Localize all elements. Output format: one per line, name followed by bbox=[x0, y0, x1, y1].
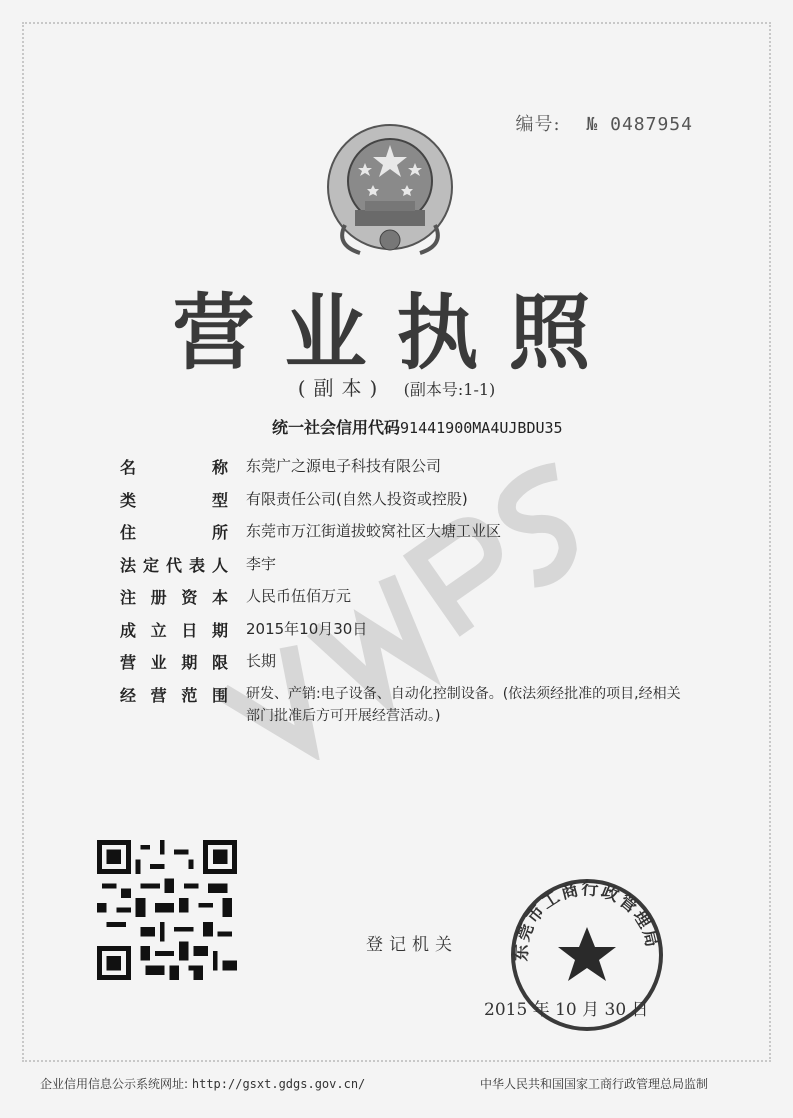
field-value: 人民币伍佰万元 bbox=[246, 587, 352, 605]
field-value: 研发、产销:电子设备、自动化控制设备。(依法须经批准的项目,经相关部门批准后方可开展经营活动。) bbox=[246, 685, 681, 724]
field-value: 东莞市万江街道拔蛟窝社区大塘工业区 bbox=[246, 522, 502, 540]
copy-number: (副本号:1-1) bbox=[403, 380, 496, 399]
field-key: 经 营 范 围 bbox=[120, 685, 228, 705]
field-key: 注 册 资 本 bbox=[120, 588, 228, 607]
license-fields bbox=[120, 455, 690, 727]
field-value: 长期 bbox=[246, 652, 277, 670]
field-value: 有限责任公司(自然人投资或控股) bbox=[246, 489, 468, 508]
field-key: 营 业 期 限 bbox=[120, 653, 228, 672]
field-key: 法 定 代 表 人 bbox=[120, 555, 228, 575]
footer-website bbox=[40, 1075, 365, 1092]
issue-date: 2015 年 10 月 30 日 bbox=[484, 1000, 649, 1020]
svg-text:东莞市工商行政管理局: 东莞市工商行政管理局 bbox=[511, 879, 663, 962]
field-value: 东莞广之源电子科技有限公司 bbox=[246, 457, 442, 475]
field-key: 类 型 bbox=[120, 490, 228, 510]
credit-code-label: 统一社会信用代码 bbox=[272, 418, 401, 437]
qr-code-icon[interactable] bbox=[97, 840, 237, 980]
field-registered-capital bbox=[120, 585, 690, 618]
footer-supervisor: 中华人民共和国国家工商行政管理总局监制 bbox=[480, 1077, 709, 1091]
copy-subtitle bbox=[0, 372, 793, 401]
copy-label: (副本) bbox=[297, 376, 386, 400]
field-key: 名 称 bbox=[120, 458, 228, 477]
field-address bbox=[120, 520, 690, 553]
serial-value: № 0487954 bbox=[586, 114, 693, 135]
serial-label: 编号: bbox=[515, 114, 561, 135]
credit-code-value: 91441900MA4UJBDU35 bbox=[400, 419, 563, 437]
field-key: 住 所 bbox=[120, 523, 228, 542]
registration-authority-label: 登记机关 bbox=[366, 935, 458, 955]
national-emblem-icon bbox=[315, 115, 465, 265]
field-value: 2015年10月30日 bbox=[246, 619, 368, 638]
field-business-scope bbox=[120, 683, 690, 727]
field-business-term bbox=[120, 650, 690, 683]
credit-code bbox=[272, 415, 563, 438]
field-name bbox=[120, 455, 690, 488]
footer-website-label: 企业信用信息公示系统网址: bbox=[40, 1077, 189, 1091]
field-value: 李宇 bbox=[246, 554, 277, 573]
field-key: 成 立 日 期 bbox=[120, 620, 228, 640]
footer-website-url[interactable]: http://gsxt.gdgs.gov.cn/ bbox=[191, 1077, 366, 1091]
serial-number bbox=[516, 110, 693, 136]
field-established-date bbox=[120, 618, 690, 651]
page-title: 营业执照 bbox=[172, 285, 621, 381]
field-type bbox=[120, 488, 690, 521]
field-legal-representative bbox=[120, 553, 690, 586]
